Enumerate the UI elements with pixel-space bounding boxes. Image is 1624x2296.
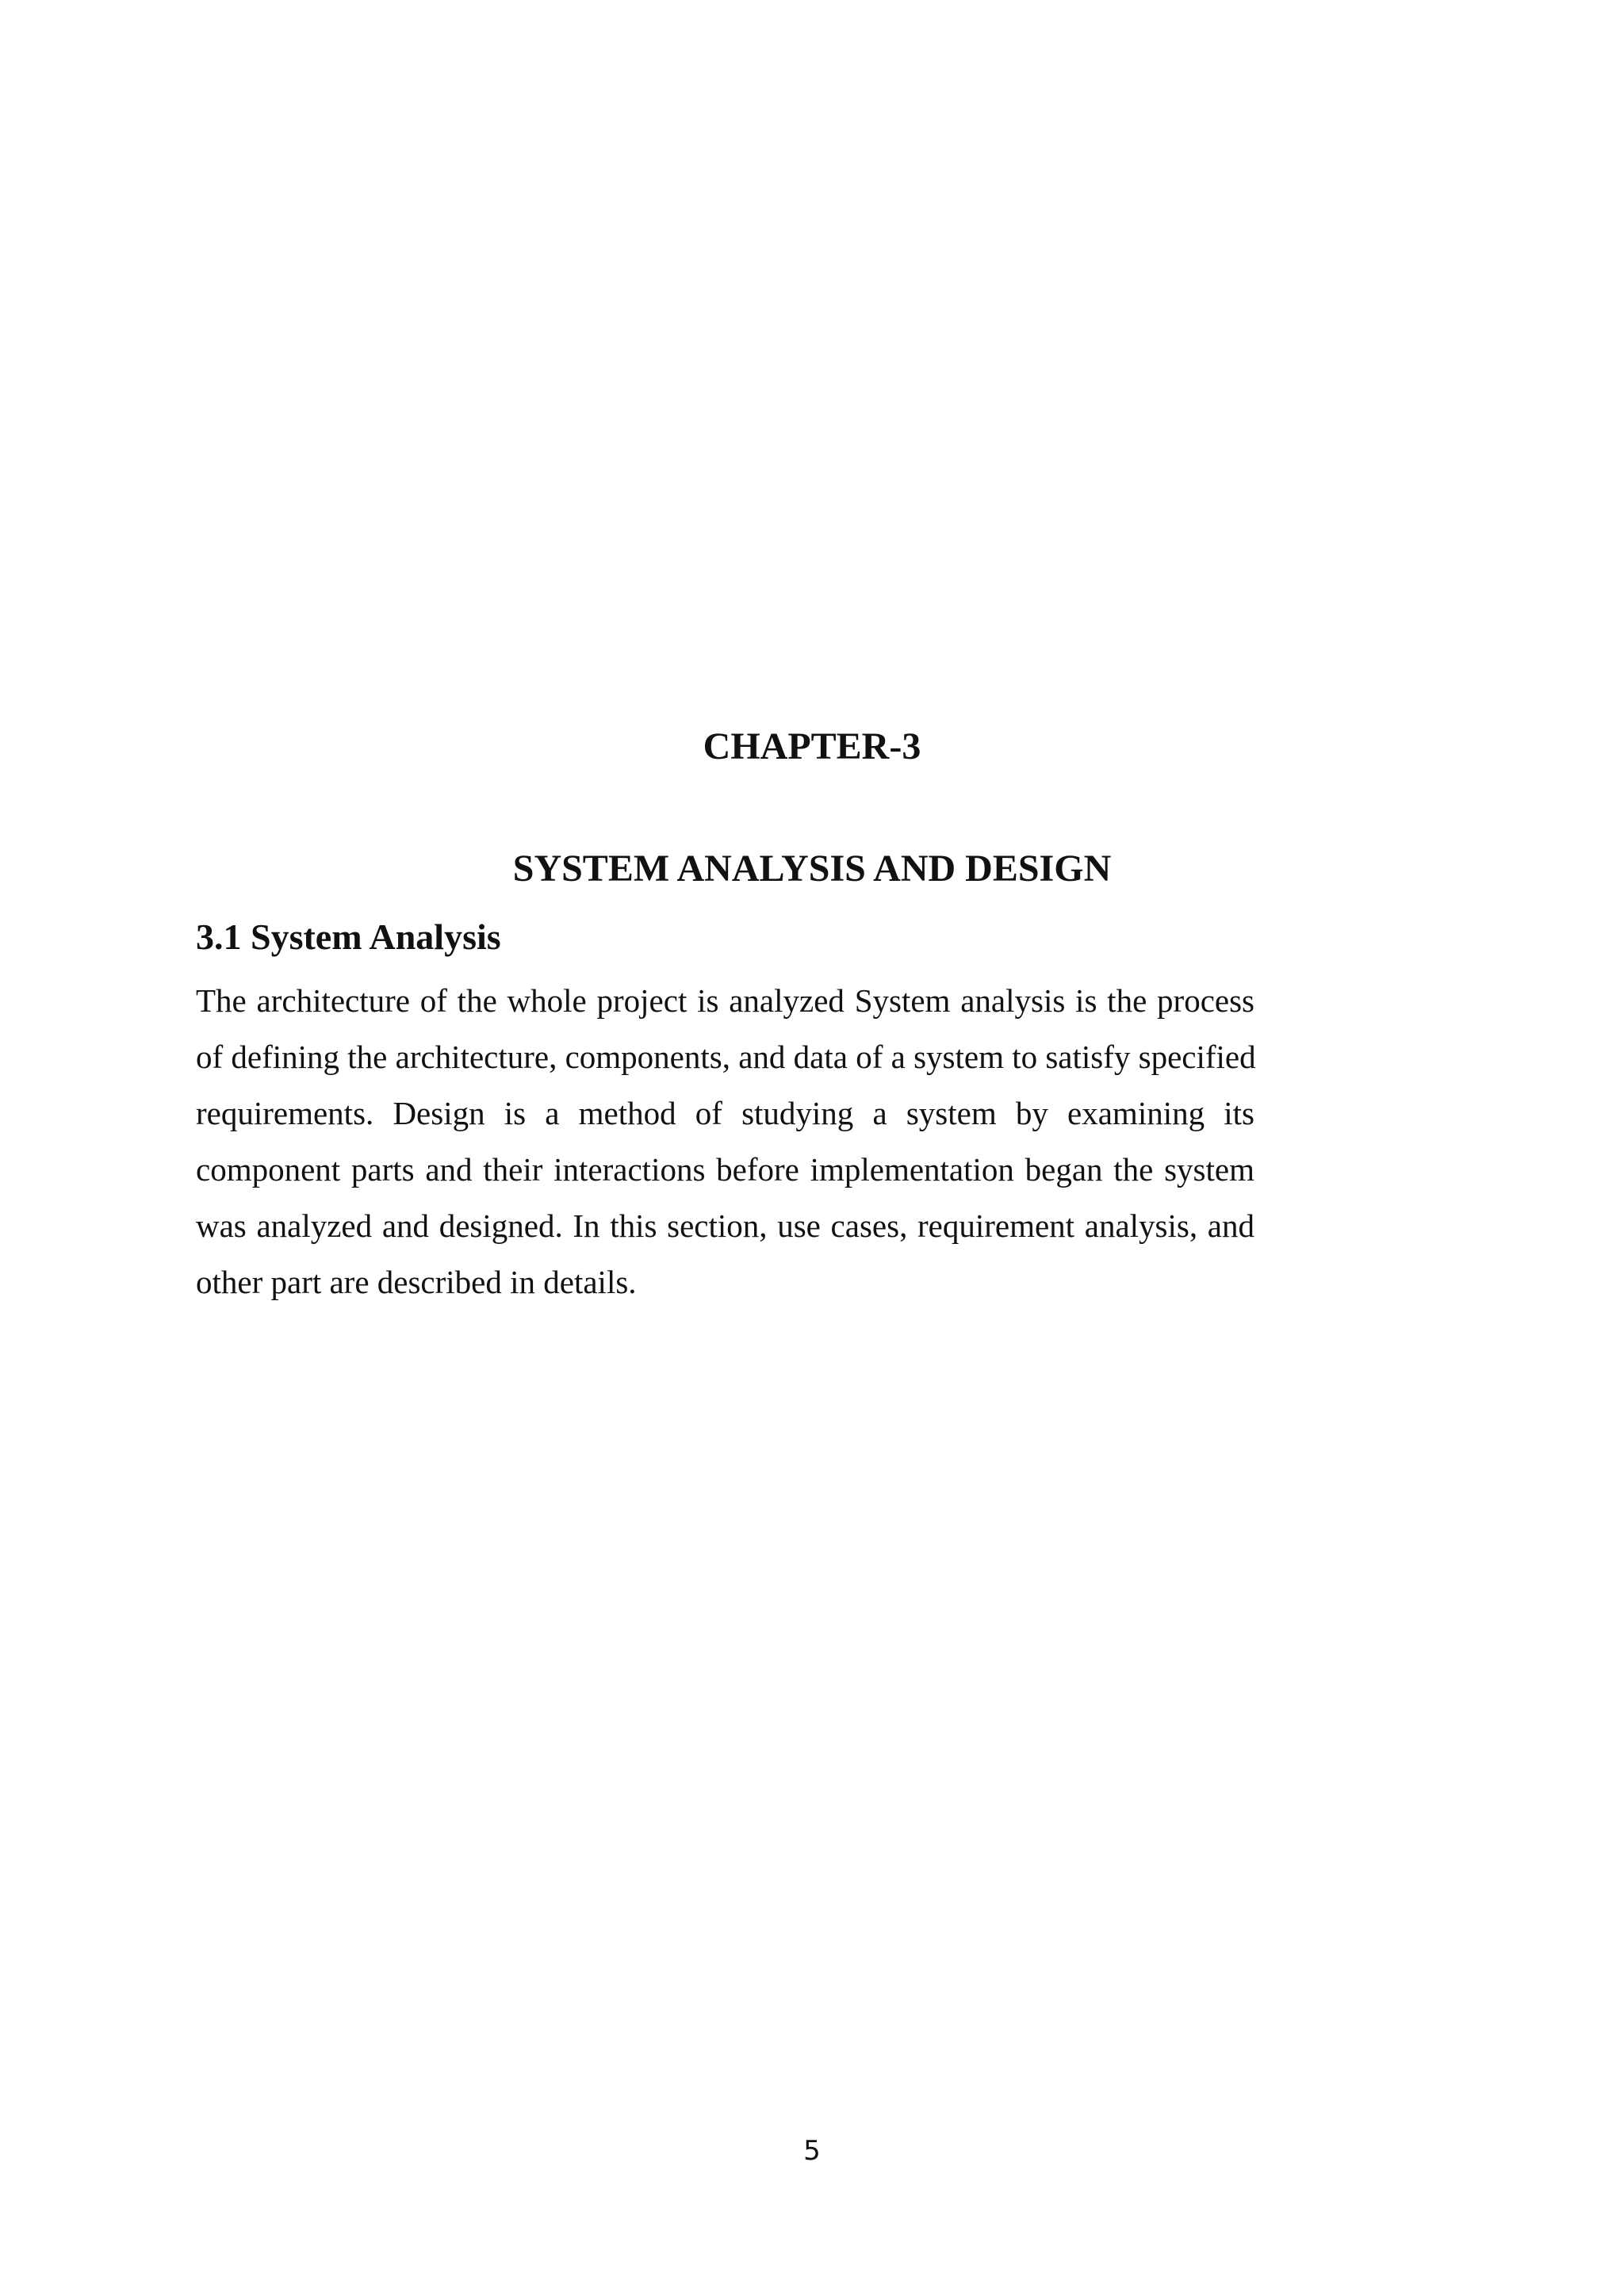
body-paragraph xyxy=(196,973,1254,1311)
paragraph-line: The architecture of the whole project is analyzed System analysis is the process xyxy=(196,982,1254,1019)
paragraph-line: requirements. Design is a method of studying a system by examining its xyxy=(196,1095,1254,1131)
chapter-title: SYSTEM ANALYSIS AND DESIGN xyxy=(512,848,1112,890)
paragraph-line: was analyzed and designed. In this section, use cases, requirement analysis, and xyxy=(196,1207,1254,1244)
section-heading: 3.1 System Analysis xyxy=(196,916,501,957)
paragraph-line: component parts and their interactions before implementation began the system xyxy=(196,1151,1254,1188)
page-number: 5 xyxy=(803,2135,821,2167)
paragraph-line: of defining the architecture, components, and data of a system to satisfy specified xyxy=(196,1039,1256,1075)
paragraph-line: other part are described in details. xyxy=(196,1264,637,1300)
chapter-label: CHAPTER-3 xyxy=(703,725,921,767)
